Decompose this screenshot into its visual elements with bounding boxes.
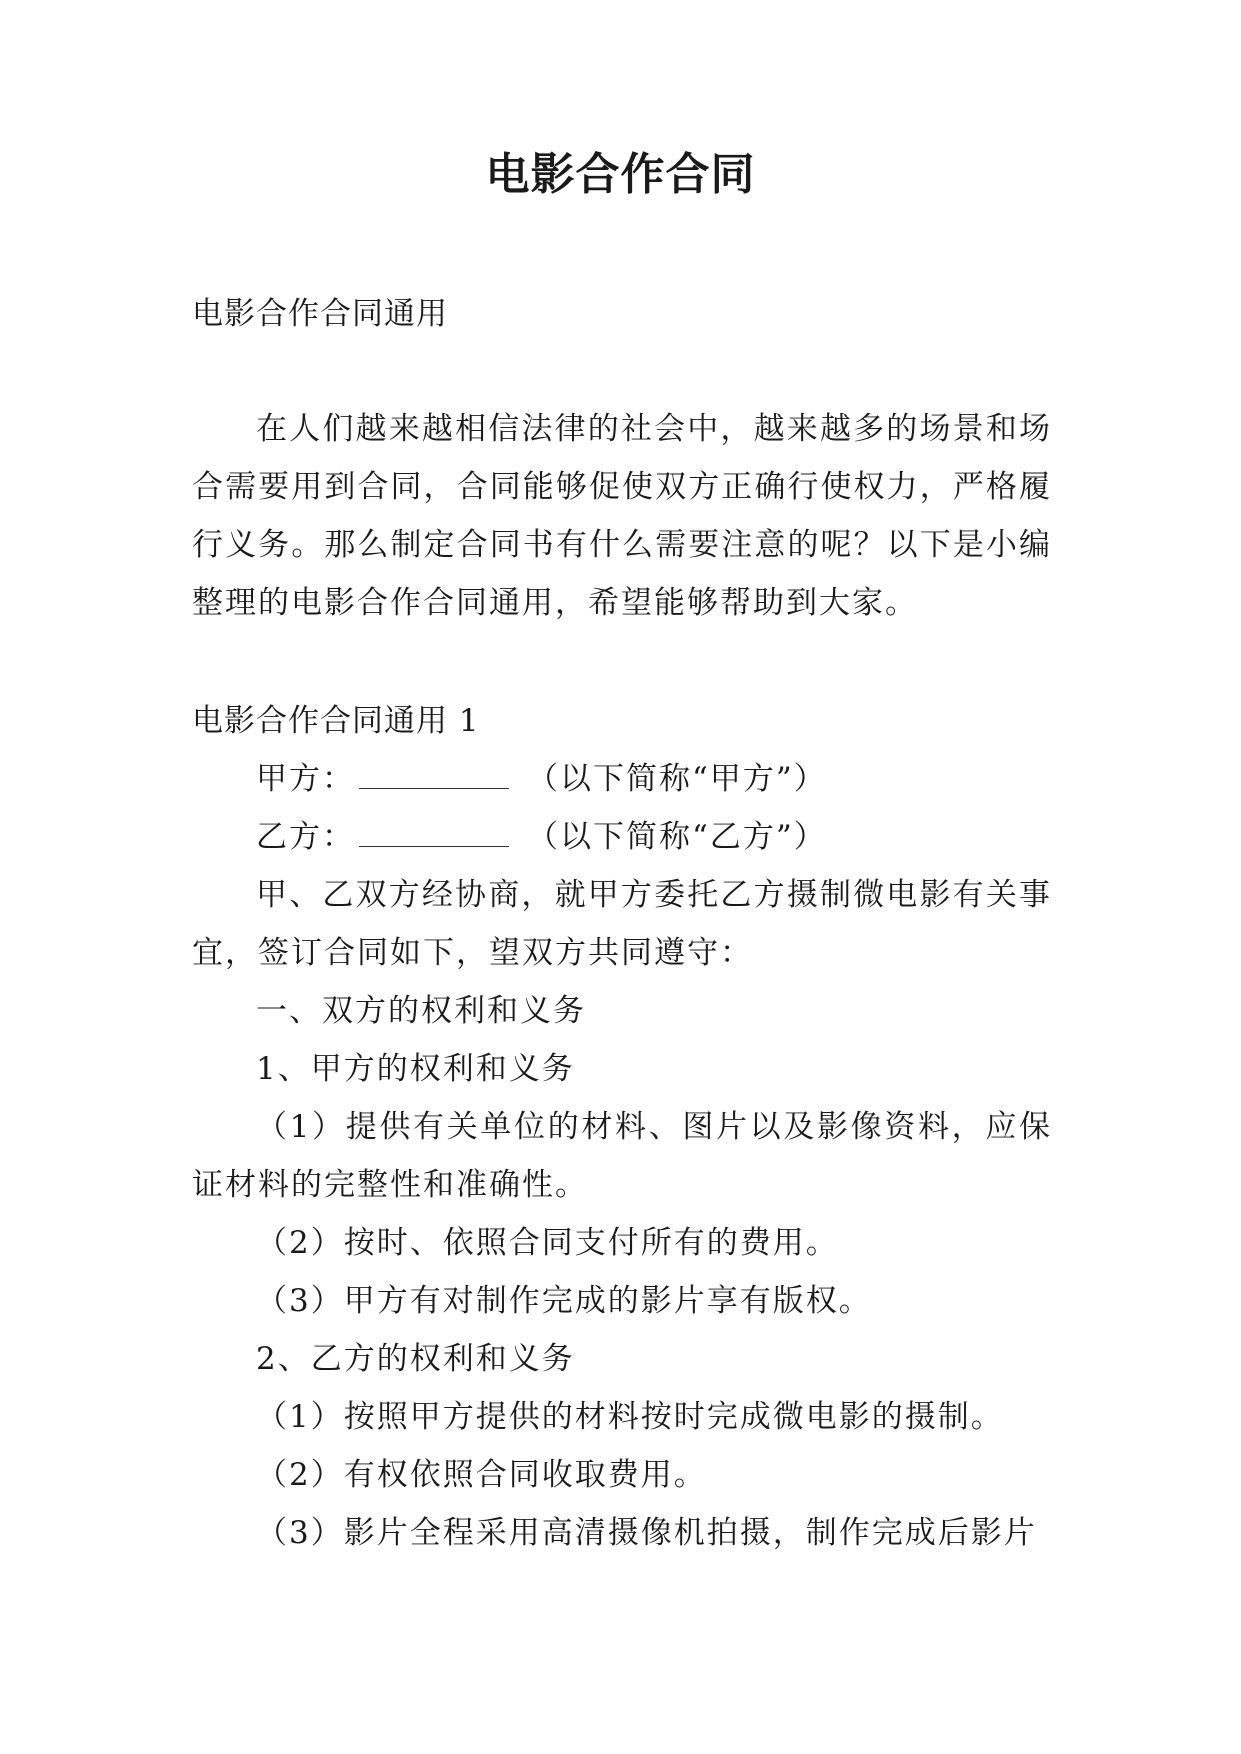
preamble-paragraph: 甲、乙双方经协商，就甲方委托乙方摄制微电影有关事宜，签订合同如下，望双方共同遵守： [192,877,1052,971]
document-title: 电影合作合同 [485,149,756,200]
party-a-duty-item: （1）提供有关单位的材料、图片以及影像资料，应保证材料的完整性和准确性。 [192,1109,1052,1203]
party-b-duty-item: （1）按照甲方提供的材料按时完成微电影的摄制。 [256,1399,1004,1435]
party-a-label: 甲方： [256,761,355,797]
section-heading: 电影合作合同通用 1 [192,703,480,739]
document-subtitle: 电影合作合同通用 [192,296,448,332]
party-a-note: （以下简称“甲方”） [527,761,827,797]
party-a-duties-heading: 1、甲方的权利和义务 [256,1051,575,1087]
party-b-label: 乙方： [256,819,355,855]
intro-paragraph: 在人们越来越相信法律的社会中，越来越多的场景和场合需要用到合同，合同能够促使双方正确行使权力，严格履行义务。那么制定合同书有什么需要注意的呢？以下是小编整理的电影合作合同通用，希望能够帮助到大家。 [192,411,1052,621]
party-a-duty-item: （2）按时、依照合同支付所有的费用。 [256,1225,839,1261]
party-a-line [192,750,1052,808]
party-b-blank-field [359,822,509,847]
party-b-duty-item: （3）影片全程采用高清摄像机拍摄，制作完成后影片 [256,1515,1037,1551]
party-b-duties-heading: 2、乙方的权利和义务 [256,1341,575,1377]
party-b-line [192,808,1052,866]
party-a-blank-field [359,764,509,789]
document-body [192,285,1052,1562]
party-b-duty-item: （2）有权依照合同收取费用。 [256,1457,707,1493]
party-b-note: （以下简称“乙方”） [527,819,827,855]
party-a-duty-item: （3）甲方有对制作完成的影片享有版权。 [256,1283,872,1319]
clause-1-heading: 一、双方的权利和义务 [256,993,586,1029]
